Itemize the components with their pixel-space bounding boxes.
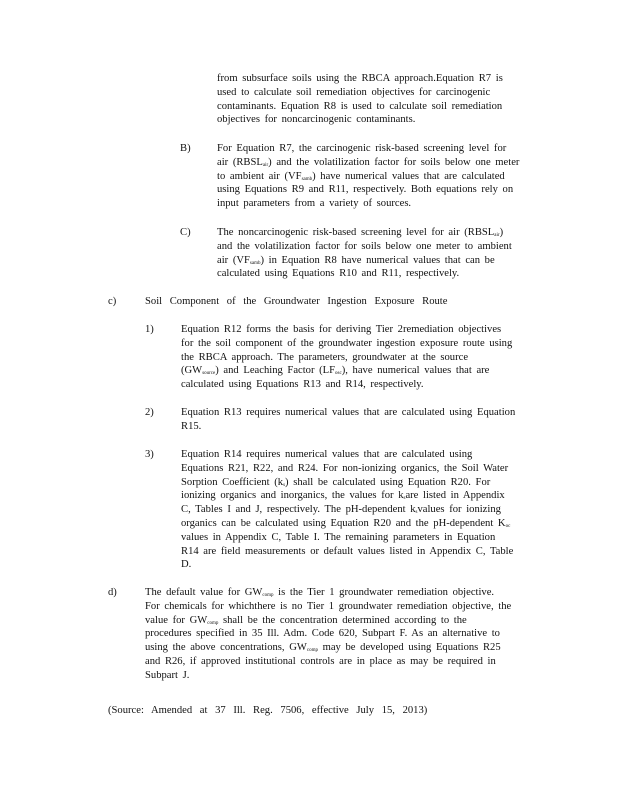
text-line: air $(VF_{samb})$ in Equation R8 have numerical values that can be [217, 254, 495, 266]
section-c-label: c) [108, 296, 117, 307]
section-c-title: Soil Component of the Groundwater Ingestion Exposure Route [145, 296, 448, 307]
text-line: and R26, if approved institutional controls are in place as may be required in [145, 655, 496, 667]
text-line: R14 are field measurements or default values listed in Appendix C, Table [181, 545, 514, 557]
item-c-paragraph [217, 226, 529, 281]
text-line: from subsurface soils using the RBCA approach.Equation R7 is [217, 73, 503, 84]
text-line: Equation R13 requires numerical values that are calculated using Equation [181, 407, 516, 418]
text-line: Equations R21, R22, and R24. For non-ionizing organics, the Soil Water [181, 462, 509, 474]
text-line: For chemicals for whichthere is no Tier 1 groundwater remediation objective, the [145, 600, 512, 612]
text-line: air $(RBSL_{air})$ and the volatilization factor for soils below one meter [217, 156, 520, 168]
text-line: for the soil component of the groundwater ingestion exposure route using [181, 337, 513, 349]
continuation-paragraph [217, 72, 525, 127]
text-line: value for $GW_{comp}$ shall be the concentration determined according to the [145, 614, 467, 626]
text-line: the RBCA approach. The parameters, groundwater at the source [181, 351, 469, 363]
section-d-paragraph [145, 586, 535, 683]
text-line: using the above concentrations, $GW_{comp}$ may be developed using Equations R25 [145, 642, 501, 654]
text-line: objectives for noncarcinogenic contaminants. [217, 114, 416, 126]
text-line: organics can be calculated using Equation R20 and the pH-dependent $K_{oc}$ [181, 517, 511, 529]
text-line: Subpart J. [145, 669, 190, 681]
text-line: calculated using Equations R10 and R11, respectively. [217, 268, 460, 280]
text-line: procedures specified in 35 Ill. Adm. Code 620, Subpart F. As an alternative to [145, 628, 500, 640]
text-line: R15. [181, 420, 202, 432]
text-line: contaminants. Equation R8 is used to calculate soil remediation [217, 100, 503, 112]
item-2-paragraph [181, 406, 535, 434]
text-line: to ambient air $(VF_{samb})$ have numerical values that are calculated [217, 170, 505, 182]
item-b-label: B) [180, 143, 191, 154]
text-line: and the volatilization factor for soils below one meter to ambient [217, 240, 512, 252]
text-line: using Equations R9 and R11, respectively. Both equations rely on [217, 184, 514, 196]
text-line: ionizing organics and inorganics, the values for $k_sare$ listed in Appendix [181, 490, 505, 502]
text-line: For Equation R7, the carcinogenic risk-based screening level for [217, 143, 507, 154]
text-line: Equation R14 requires numerical values that are calculated using [181, 449, 473, 460]
text-line: D. [181, 559, 192, 571]
text-line: values in Appendix C, Table I. The remaining parameters in Equation [181, 531, 496, 543]
item-b-paragraph [217, 142, 537, 211]
text-line: C, Tables I and J, respectively. The pH-dependent $k_svalues$ for ionizing [181, 504, 501, 516]
text-line: input parameters from a variety of sources. [217, 198, 412, 210]
item-1-paragraph [181, 323, 533, 392]
item-c-label: C) [180, 227, 191, 238]
text-line: used to calculate soil remediation objectives for carcinogenic [217, 86, 491, 98]
source-note: (Source: Amended at 37 Ill. Reg. 7506, effective July 15, 2013) [108, 705, 428, 716]
text-line: Equation R12 forms the basis for deriving Tier 2remediation objectives [181, 324, 502, 335]
section-d-label: d) [108, 587, 117, 598]
item-3-paragraph [181, 448, 533, 572]
text-line: Sorption Coefficient $(k_s)$ shall be calculated using Equation R20. For [181, 476, 491, 488]
text-line: calculated using Equations R13 and R14, respectively. [181, 379, 424, 391]
text-line: The noncarcinogenic risk-based screening level for air $(RBSL_{air})$ [217, 227, 504, 238]
item-3-label: 3) [145, 449, 154, 460]
text-line: The default value for $GW_{comp}$ is the Tier 1 groundwater remediation objective. [145, 587, 495, 598]
item-2-label: 2) [145, 407, 154, 418]
item-1-label: 1) [145, 324, 154, 335]
text-line: $(GW_{source})$ and Leaching Factor $(LF_{osc})$, have numerical values that are [181, 365, 490, 377]
